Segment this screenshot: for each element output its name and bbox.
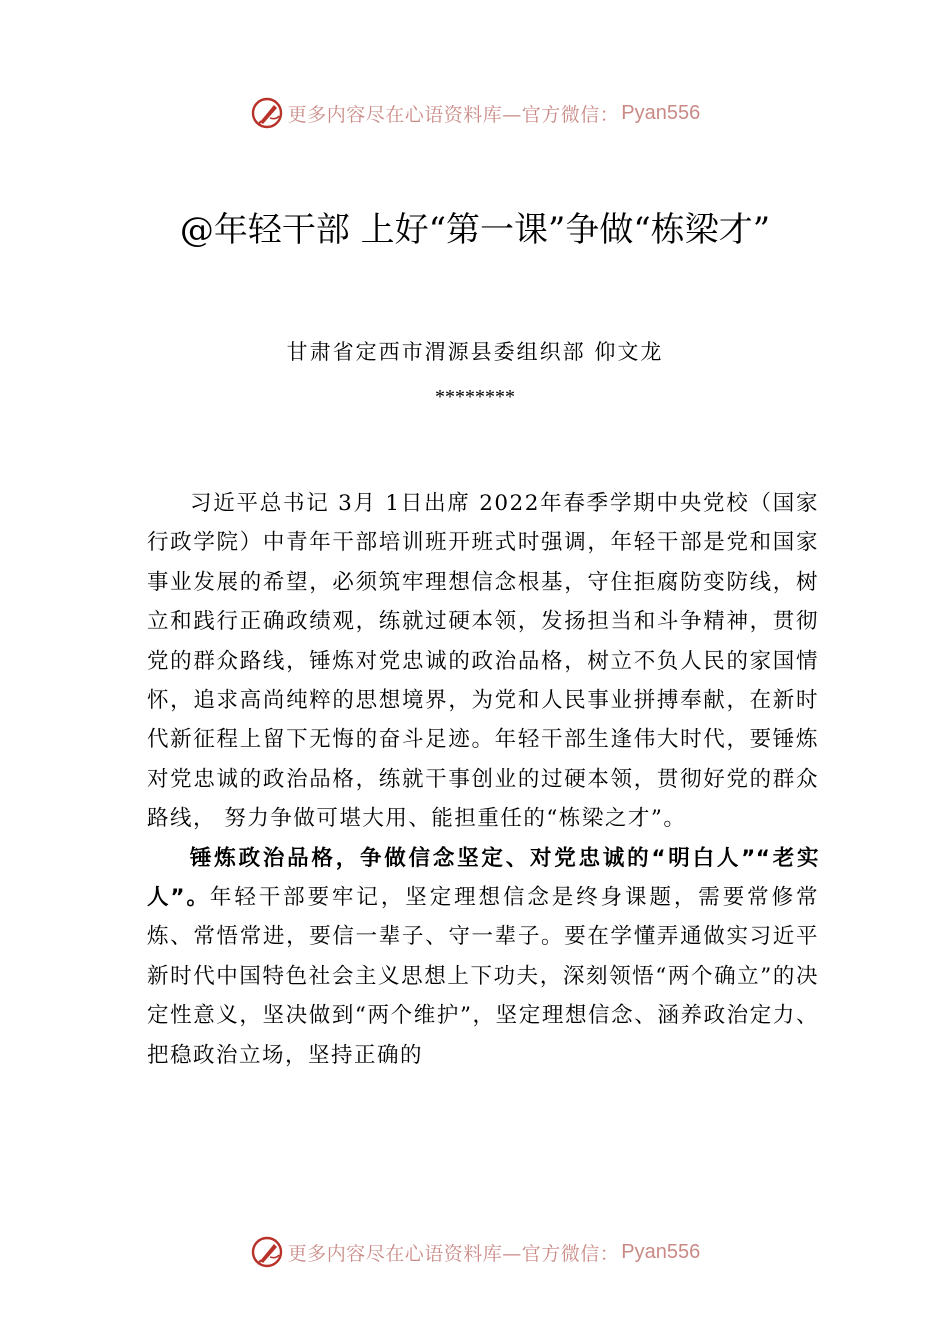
paragraph-2 [147, 839, 819, 1075]
quill-logo-icon [250, 1235, 284, 1269]
footer-wechat-handle: Pyan556 [621, 1240, 701, 1263]
article-author: 甘肃省定西市渭源县委组织部 仰文龙 [286, 340, 664, 364]
paragraph-2-lead: 锤炼政治品格，争做信念坚定、对党忠诚的“明白人”“老实人”。 [147, 845, 819, 911]
quill-logo-icon [250, 96, 284, 130]
separator-stars: ******** [435, 386, 515, 408]
paragraph-1-text: 习近平总书记 3月 1日出席 2022年春季学期中央党校（国家行政学院）中青年干部培训班开班式时强调，年轻干部是党和国家事业发展的希望，必须筑牢理想信念根基，守住拒腐防变防线，树立和践行正确政绩观，练就过硬本领，发扬担当和斗争精神，贯彻党的群众路线，锤炼对党忠诚的政治品格，树立不负人民的家国情怀，追求高尚纯粹的思想境界，为党和人民事业拼搏奉献，在新时代新征程上留下无悔的奋斗足迹。年轻干部生逢伟大时代，要锤炼对党忠诚的政治品格，练就干事创业的过硬本领，贯彻好党的群众路线， 努力争做可堪大用、能担重任的“栋梁之才”。 [147, 491, 819, 832]
header-banner-text: 更多内容尽在心语资料库—官方微信： [287, 103, 620, 126]
footer-banner-text: 更多内容尽在心语资料库—官方微信： [287, 1242, 620, 1265]
paragraph-2-text: 年轻干部要牢记，坚定理想信念是终身课题，需要常修常炼、常悟常进，要信一辈子、守一辈子。要在学懂弄通做实习近平新时代中国特色社会主义思想上下功夫，深刻领悟“两个确立”的决定性意义，坚决做到“两个维护”，坚定理想信念、涵养政治定力、把稳政治立场，坚持正确的 [147, 885, 819, 1068]
paragraph-1 [147, 484, 819, 839]
footer-banner [0, 1232, 950, 1272]
header-banner [0, 93, 950, 133]
header-wechat-handle: Pyan556 [621, 101, 701, 124]
article-title: @年轻干部 上好“第一课”争做“栋梁才” [179, 210, 771, 250]
article-body [147, 484, 819, 1075]
